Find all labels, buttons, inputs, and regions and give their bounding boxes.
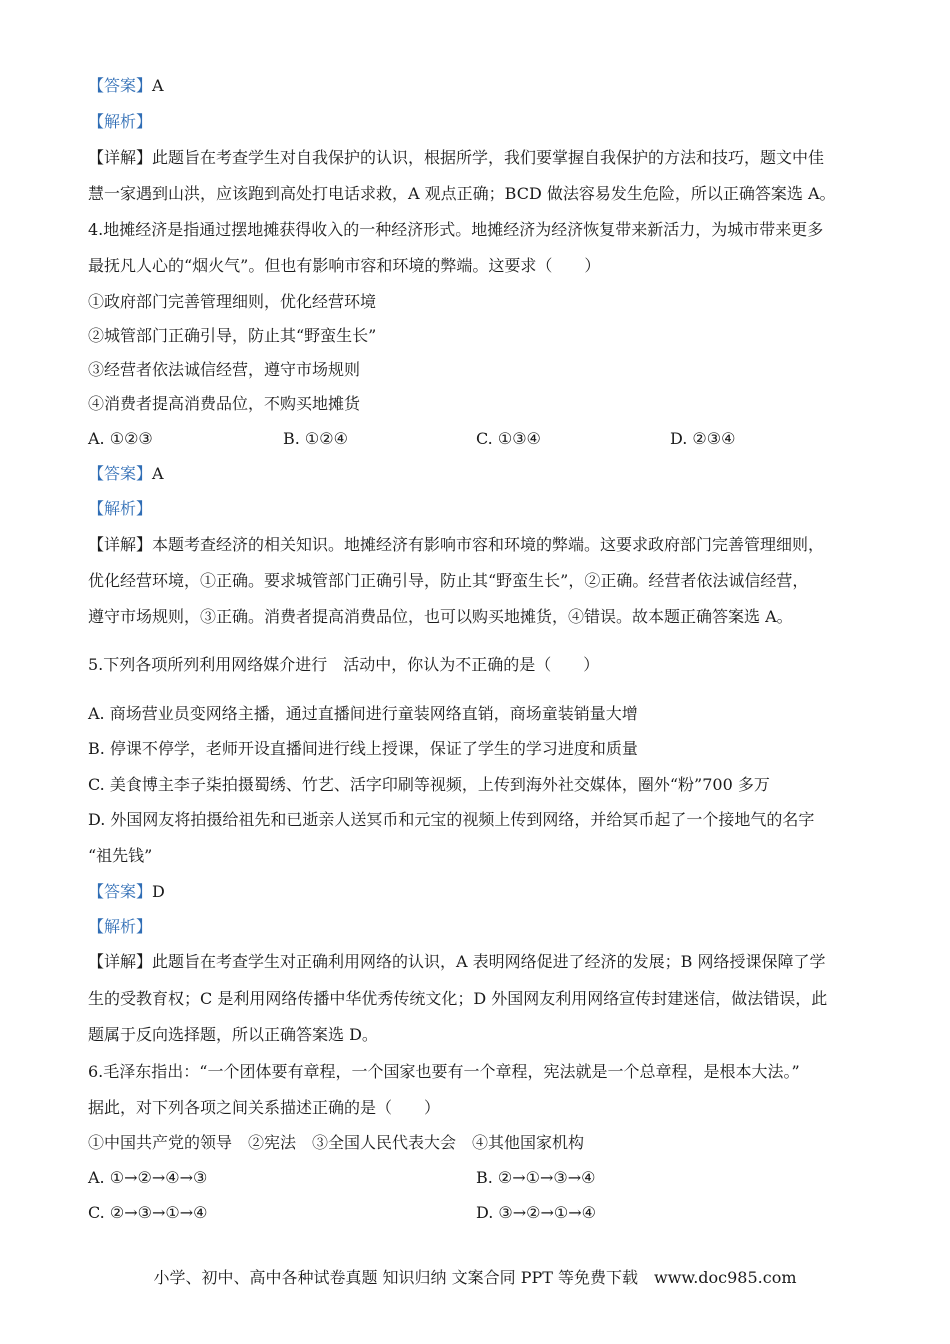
answer-tag: 【答案】 — [88, 76, 153, 95]
q4-item-1: ①政府部门完善管理细则，优化经营环境 — [88, 292, 377, 311]
q4-option-c: C. ①③④ — [476, 429, 541, 448]
detail-tag: 【详解】 — [88, 952, 153, 971]
q4-stem-line2: 最抚凡人心的“烟火气”。但也有影响市容和环境的弊端。这要求（ ） — [88, 256, 601, 275]
detail-tag: 【详解】 — [88, 535, 153, 554]
detail-text: 本题考查经济的相关知识。地摊经济有影响市容和环境的弊端。这要求政府部门完善管理细则， — [152, 535, 825, 554]
q5-option-c: C. 美食博主李子柒拍摄蜀绣、竹艺、活字印刷等视频，上传到海外社交媒体，圈外“粉”700 多万 — [88, 775, 770, 794]
q5-option-b: B. 停课不停学，老师开设直播间进行线上授课，保证了学生的学习进度和质量 — [88, 739, 638, 758]
q6-stem-line2: 据此，对下列各项之间关系描述正确的是（ ） — [88, 1098, 441, 1117]
detail-line-3-1 — [88, 148, 824, 168]
q4-option-b: B. ①②④ — [283, 429, 348, 448]
q5-detail-line1 — [88, 952, 826, 972]
q6-option-c: C. ②→③→①→④ — [88, 1203, 208, 1222]
q5-option-d-cont: “祖先钱” — [88, 846, 153, 865]
page-footer: 小学、初中、高中各种试卷真题 知识归纳 文案合同 PPT 等免费下载 www.doc985.com — [153, 1268, 797, 1287]
detail-text: 此题旨在考查学生对自我保护的认识，根据所学，我们要掌握自我保护的方法和技巧，题文中佳 — [152, 148, 825, 167]
q5-option-d: D. 外国网友将拍摄给祖先和已逝亲人送冥币和元宝的视频上传到网络，并给冥币起了一个接地气的名字 — [88, 810, 815, 829]
answer-tag: 【答案】 — [88, 882, 153, 901]
q5-analysis-tag: 【解析】 — [88, 917, 153, 936]
detail-line-3-2: 慧一家遇到山洪，应该跑到高处打电话求救，A 观点正确；BCD 做法容易发生危险，所以正确答案选 A。 — [88, 184, 836, 203]
q4-item-2: ②城管部门正确引导，防止其“野蛮生长” — [88, 326, 377, 345]
q6-items: ①中国共产党的领导 ②宪法 ③全国人民代表大会 ④其他国家机构 — [88, 1133, 585, 1152]
q4-option-a: A. ①②③ — [88, 429, 153, 448]
q6-option-b: B. ②→①→③→④ — [476, 1168, 596, 1187]
q4-option-d: D. ②③④ — [670, 429, 736, 448]
q5-detail-line2: 生的受教育权；C 是利用网络传播中华优秀传统文化；D 外国网友利用网络宣传封建迷信，做法错误，此 — [88, 989, 828, 1008]
answer-line-3 — [88, 76, 164, 96]
q5-detail-line3: 题属于反向选择题，所以正确答案选 D。 — [88, 1025, 378, 1044]
q5-answer-line — [88, 882, 165, 902]
q5-option-a: A. 商场营业员变网络主播，通过直播间进行童装网络直销，商场童装销量大增 — [88, 704, 638, 723]
q4-detail-line3: 遵守市场规则，③正确。消费者提高消费品位，也可以购买地摊货，④错误。故本题正确答案选 A。 — [88, 607, 793, 626]
q6-option-a: A. ①→②→④→③ — [88, 1168, 208, 1187]
answer-value: A — [152, 464, 164, 483]
detail-text: 此题旨在考查学生对正确利用网络的认识，A 表明网络促进了经济的发展；B 网络授课保障了学 — [152, 952, 826, 971]
q4-stem-line1: 4.地摊经济是指通过摆地摊获得收入的一种经济形式。地摊经济为经济恢复带来新活力，为城市带来更多 — [88, 220, 824, 239]
q4-item-4: ④消费者提高消费品位，不购买地摊货 — [88, 394, 361, 413]
q6-option-d: D. ③→②→①→④ — [476, 1203, 597, 1222]
detail-tag: 【详解】 — [88, 148, 153, 167]
q5-stem: 5.下列各项所列利用网络媒介进行 活动中，你认为不正确的是（ ） — [88, 655, 600, 674]
q4-answer-line — [88, 464, 164, 484]
answer-tag: 【答案】 — [88, 464, 153, 483]
q4-analysis-tag: 【解析】 — [88, 499, 153, 518]
q4-detail-line2: 优化经营环境，①正确。要求城管部门正确引导，防止其“野蛮生长”，②正确。经营者依法诚信经营， — [88, 571, 809, 590]
answer-value: A — [152, 76, 164, 95]
q6-stem-line1: 6.毛泽东指出：“一个团体要有章程，一个国家也要有一个章程，宪法就是一个总章程，是根本大法。” — [88, 1062, 800, 1081]
q4-detail-line1 — [88, 535, 824, 555]
answer-value: D — [152, 882, 165, 901]
analysis-tag-3: 【解析】 — [88, 112, 153, 131]
q4-item-3: ③经营者依法诚信经营，遵守市场规则 — [88, 360, 361, 379]
